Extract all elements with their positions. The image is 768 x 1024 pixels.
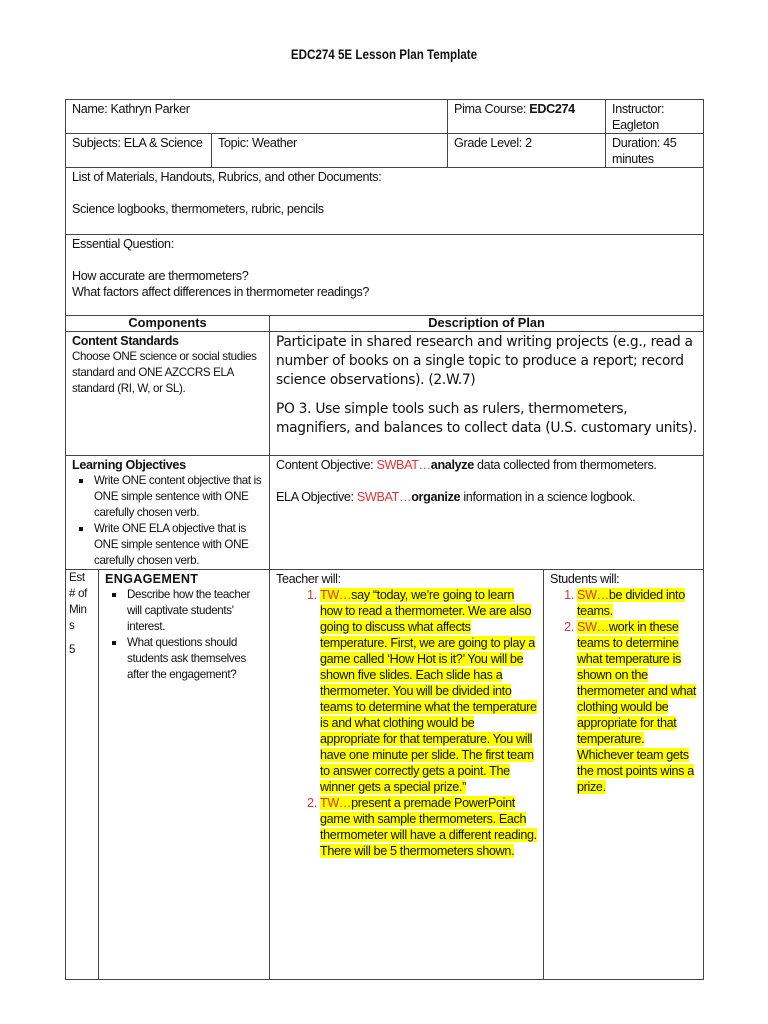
content-standards-row	[66, 332, 704, 456]
students-will-label: Students will:	[550, 572, 620, 586]
materials-value: Science logbooks, thermometers, rubric, pencils	[72, 202, 324, 216]
ela-verb: organize	[411, 490, 461, 504]
essential-question-label: Essential Question:	[72, 237, 174, 251]
description-header: Description of Plan	[270, 316, 704, 332]
learning-objectives-heading: Learning Objectives	[72, 458, 186, 472]
topic: Topic: Weather	[218, 136, 297, 150]
header-row-1	[66, 100, 704, 134]
instructor-cell	[606, 100, 704, 134]
essential-question-line-2: What factors affect differences in thermometer readings?	[72, 285, 370, 299]
lesson-plan-table	[65, 99, 704, 980]
content-standards-heading: Content Standards	[72, 334, 179, 348]
subjects-cell	[66, 134, 212, 168]
learning-objectives-bullet-2: Write ONE ELA objective that is ONE simple sentence with ONE carefully chosen verb.	[94, 521, 263, 569]
learning-objectives-description	[270, 456, 704, 570]
engagement-components-cell	[99, 570, 270, 980]
course-cell	[448, 100, 606, 134]
content-standards-description	[270, 332, 704, 456]
teacher-name: Name: Kathryn Parker	[72, 102, 190, 116]
document-title: EDC274 5E Lesson Plan Template	[290, 47, 478, 62]
essential-question-cell	[66, 235, 704, 316]
duration-cell	[606, 134, 704, 168]
learning-objectives-cell	[66, 456, 270, 570]
content-standards-help: Choose ONE science or social studies standard and ONE AZCCRS ELA standard (RI, W, or SL).	[72, 350, 257, 395]
essential-question-row	[66, 235, 704, 316]
standard-ela: Participate in shared research and writing projects (e.g., read a number of books on a single topic to produce a report; record science observations). (2.W.7)	[276, 334, 693, 388]
pima-course-value: EDC274	[529, 102, 575, 116]
learning-objectives-row	[66, 456, 704, 570]
standard-science: PO 3. Use simple tools such as rulers, thermometers, magnifiers, and balances to collect data (U.S. customary units).	[276, 401, 697, 436]
subjects: Subjects: ELA & Science	[72, 136, 203, 150]
duration: Duration: 45 minutes	[612, 136, 677, 166]
teacher-step-2: 2. TW…present a premade PowerPoint game with sample thermometers. Each thermometer will have a different reading. There will be 5 thermometers shown.	[320, 795, 537, 859]
content-swbat: SWBAT…	[376, 458, 431, 472]
content-standards-cell	[66, 332, 270, 456]
est-minutes-label: Est # of Min s	[69, 571, 87, 632]
engagement-row	[66, 570, 704, 980]
header-row-2	[66, 134, 704, 168]
materials-cell	[66, 168, 704, 235]
teacher-step-1: 1. TW…say “today, we’re going to learn how to read a thermometer. We are also going to discuss what affects temperature. First, we are going to play a game called ‘How Hot is it?’ You will be shown five slides. Each slide has a thermometer. You will be divided into teams to determine what the temperature is and what clothing would be appropriate for that temperature. You will have one minute per slide. The first team to answer correctly gets a point. The winner gets a special prize.”	[320, 587, 537, 795]
est-minutes-value: 5	[69, 643, 76, 656]
column-header-row	[66, 316, 704, 332]
engagement-heading: ENGAGEMENT	[105, 572, 199, 586]
components-header: Components	[66, 316, 270, 332]
teacher-will-label: Teacher will:	[276, 572, 341, 586]
student-step-1: 1. SW…be divided into teams.	[577, 587, 697, 619]
pima-course-label: Pima Course:	[454, 102, 530, 116]
instructor-name: Instructor: Eagleton	[612, 102, 665, 132]
students-will-cell	[544, 570, 704, 980]
engagement-bullet-2: What questions should students ask themselves after the engagement?	[127, 635, 263, 683]
grade-level: Grade Level: 2	[454, 136, 532, 150]
learning-objectives-bullet-1: Write ONE content objective that is ONE simple sentence with ONE carefully chosen verb.	[94, 474, 262, 519]
essential-question-line-1: How accurate are thermometers?	[72, 269, 249, 283]
ela-objective: ELA Objective: SWBAT…organize information in a science logbook.	[276, 490, 636, 504]
ela-swbat: SWBAT…	[356, 490, 412, 504]
materials-label: List of Materials, Handouts, Rubrics, and other Documents:	[72, 170, 382, 184]
topic-cell	[212, 134, 448, 168]
engagement-bullet-1: Describe how the teacher will captivate students' interest.	[127, 587, 263, 635]
teacher-will-cell	[270, 570, 544, 980]
content-objective: Content Objective: SWBAT…analyze data collected from thermometers.	[276, 458, 657, 472]
grade-cell	[448, 134, 606, 168]
name-cell	[66, 100, 448, 134]
materials-row	[66, 168, 704, 235]
student-step-2: 2. SW…work in these teams to determine what temperature is shown on the thermometer and what clothing would be appropriate for that temperature. Whichever team gets the most points wins a prize.	[577, 619, 697, 795]
est-minutes-cell	[66, 570, 99, 980]
content-verb: analyze	[430, 458, 474, 472]
